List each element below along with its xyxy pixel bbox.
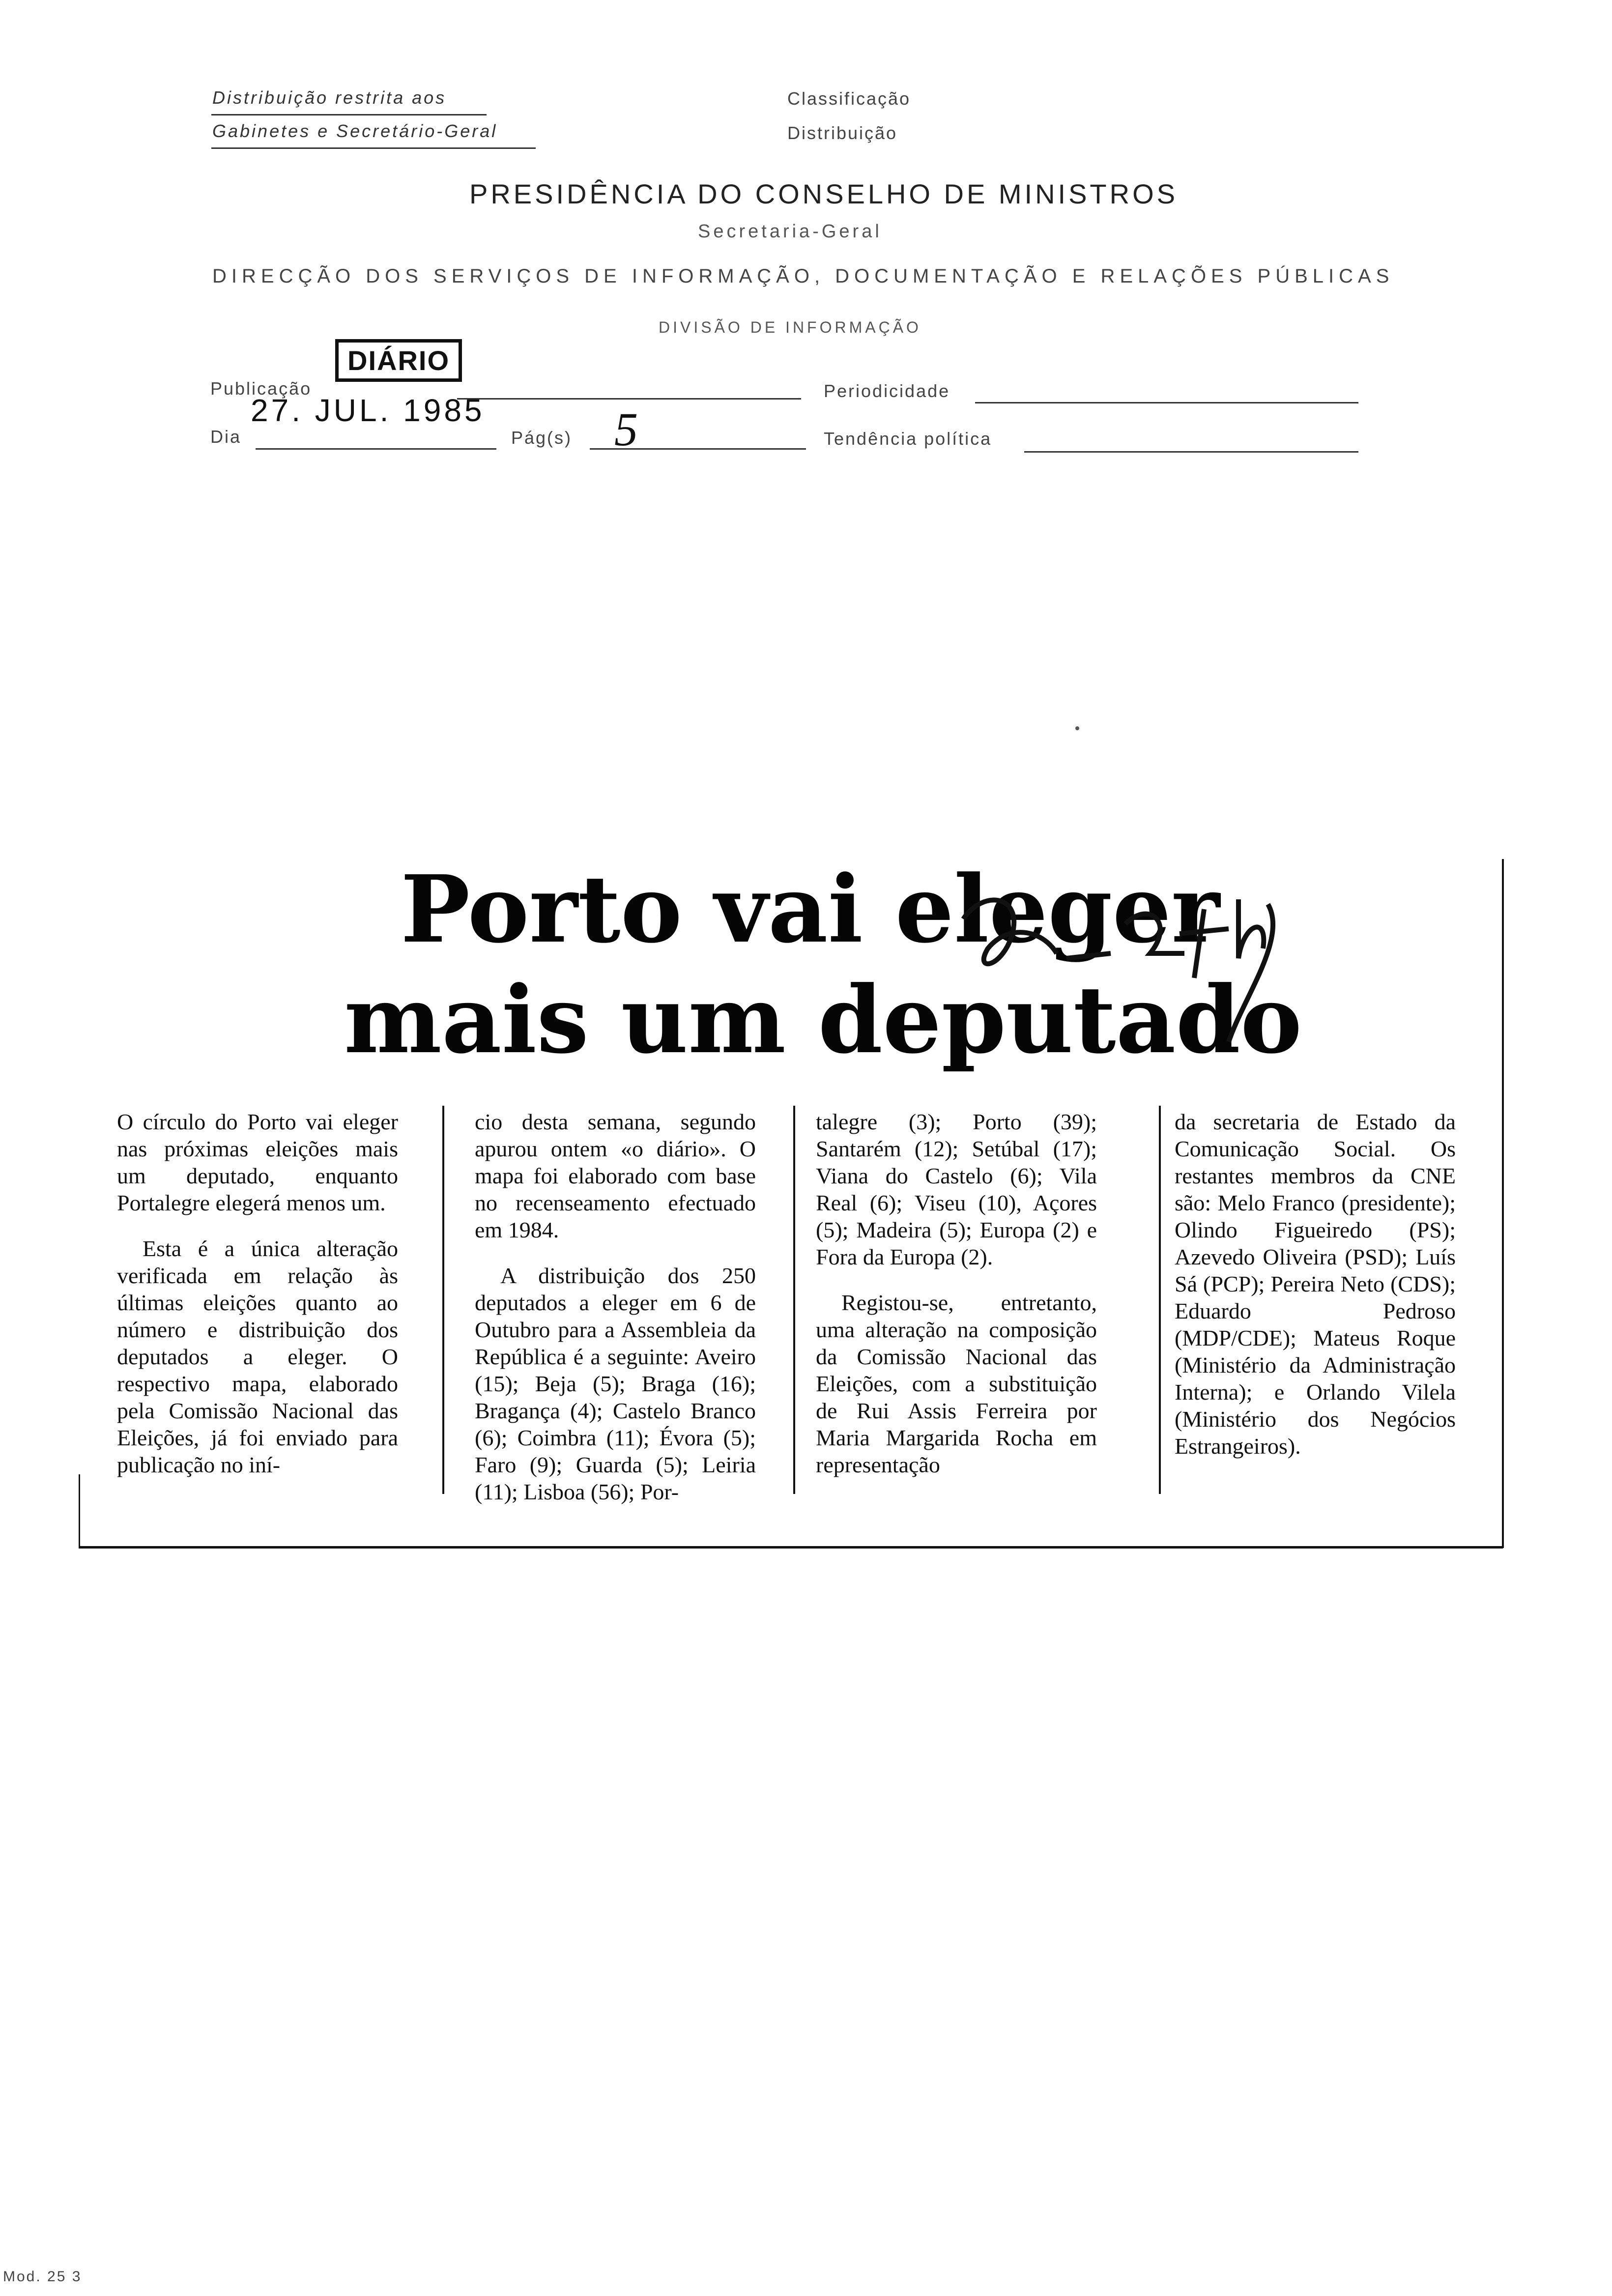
article-column-2 bbox=[475, 1108, 756, 1524]
column-divider-3 bbox=[1159, 1106, 1161, 1494]
date-stamp: 27. JUL. 1985 bbox=[251, 393, 485, 428]
clipping-bottom-border bbox=[79, 1546, 1503, 1549]
col2-paragraph-1: cio desta semana, segundo apurou ontem «o diário». O mapa foi elaborado com base no recenseamento efectuado em 1984. bbox=[475, 1109, 756, 1242]
dia-label: Dia bbox=[210, 427, 242, 447]
col3-paragraph-1: talegre (3); Porto (39); Santarém (12); Setúbal (17); Viana do Castelo (6); Vila Real (6); Viseu (10), Açores (5); Madeira (5); Europa (2) e Fora da Europa (2). bbox=[816, 1109, 1097, 1269]
col4-paragraph-1: da secretaria de Estado da Comunicação Social. Os restantes membros da CNE são: Melo Franco (presidente); Olindo Figueiredo (PS); Azevedo Oliveira (PSD); Luís Sá (PCP); Pereira Neto (CDS); Eduardo Pedroso (MDP/CDE); Mateus Roque (Ministério da Administração Interna); e Orlando Vilela (Ministério dos Negócios Estrangeiros). bbox=[1175, 1109, 1456, 1459]
distribuicao-label: Distribuição bbox=[787, 123, 898, 143]
column-divider-2 bbox=[793, 1106, 795, 1494]
restricted-underline-2 bbox=[211, 147, 536, 149]
speck bbox=[1075, 726, 1079, 730]
publication-stamp: DIÁRIO bbox=[335, 339, 462, 382]
article-column-3 bbox=[816, 1108, 1097, 1497]
pags-value: 5 bbox=[614, 403, 638, 456]
classificacao-label: Classificação bbox=[787, 88, 911, 109]
headline-line1: Porto vai eleger bbox=[401, 855, 1220, 964]
col2-paragraph-2: A distribuição dos 250 deputados a eleger em 6 de Outubro para a Assembleia da República é a seguinte: Aveiro (15); Beja (5); Braga (16); Bragança (4); Castelo Branco (6); Coimbra (11); Évora (5); Faro (9); Guarda (5); Leiria (11); Lisboa (56); Por- bbox=[475, 1263, 756, 1504]
publicacao-label: Publicação bbox=[210, 378, 312, 399]
restricted-distribution-line1: Distribuição restrita aos bbox=[212, 87, 447, 108]
restricted-distribution-line2: Gabinetes e Secretário-Geral bbox=[212, 121, 498, 141]
tendencia-underline bbox=[1024, 451, 1358, 453]
presidencia-heading: PRESIDÊNCIA DO CONSELHO DE MINISTROS bbox=[469, 178, 1178, 209]
tendencia-label: Tendência política bbox=[824, 429, 992, 449]
clipping-right-border bbox=[1502, 859, 1504, 1548]
publicacao-underline bbox=[457, 398, 801, 400]
col1-paragraph-2: Esta é a única alteração verificada em relação às últimas eleições quanto ao número e distribuição dos deputados a eleger. O respectivo mapa, elaborado pela Comissão Nacional das Eleições, já foi enviado para publicação no iní- bbox=[117, 1236, 398, 1477]
periodicidade-label: Periodicidade bbox=[824, 381, 950, 401]
article-column-4 bbox=[1175, 1108, 1456, 1478]
clipping-left-border bbox=[79, 1474, 80, 1548]
article-column-1 bbox=[117, 1108, 398, 1497]
dia-underline bbox=[256, 448, 496, 450]
handwritten-annotation bbox=[944, 880, 1386, 1066]
col3-paragraph-2: Registou-se, entretanto, uma alteração na composição da Comissão Nacional das Eleições, com a substituição de Rui Assis Ferreira por Maria Margarida Rocha em representação bbox=[816, 1290, 1097, 1477]
periodicidade-underline bbox=[975, 402, 1358, 403]
model-code: Mod. 25 3 bbox=[3, 2268, 82, 2285]
headline-line2: mais um deputado bbox=[344, 966, 1302, 1074]
pags-label: Pág(s) bbox=[511, 428, 573, 448]
secretaria-subheading: Secretaria-Geral bbox=[698, 221, 882, 242]
col1-paragraph-1: O círculo do Porto vai eleger nas próximas eleições mais um deputado, enquanto Portalegre elegerá menos um. bbox=[117, 1109, 398, 1215]
column-divider-1 bbox=[442, 1106, 444, 1494]
direccao-heading: DIRECÇÃO DOS SERVIÇOS DE INFORMAÇÃO, DOCUMENTAÇÃO E RELAÇÕES PÚBLICAS bbox=[212, 265, 1394, 287]
divisao-heading: DIVISÃO DE INFORMAÇÃO bbox=[659, 318, 921, 336]
pags-underline bbox=[590, 448, 806, 450]
restricted-underline-1 bbox=[211, 114, 487, 115]
